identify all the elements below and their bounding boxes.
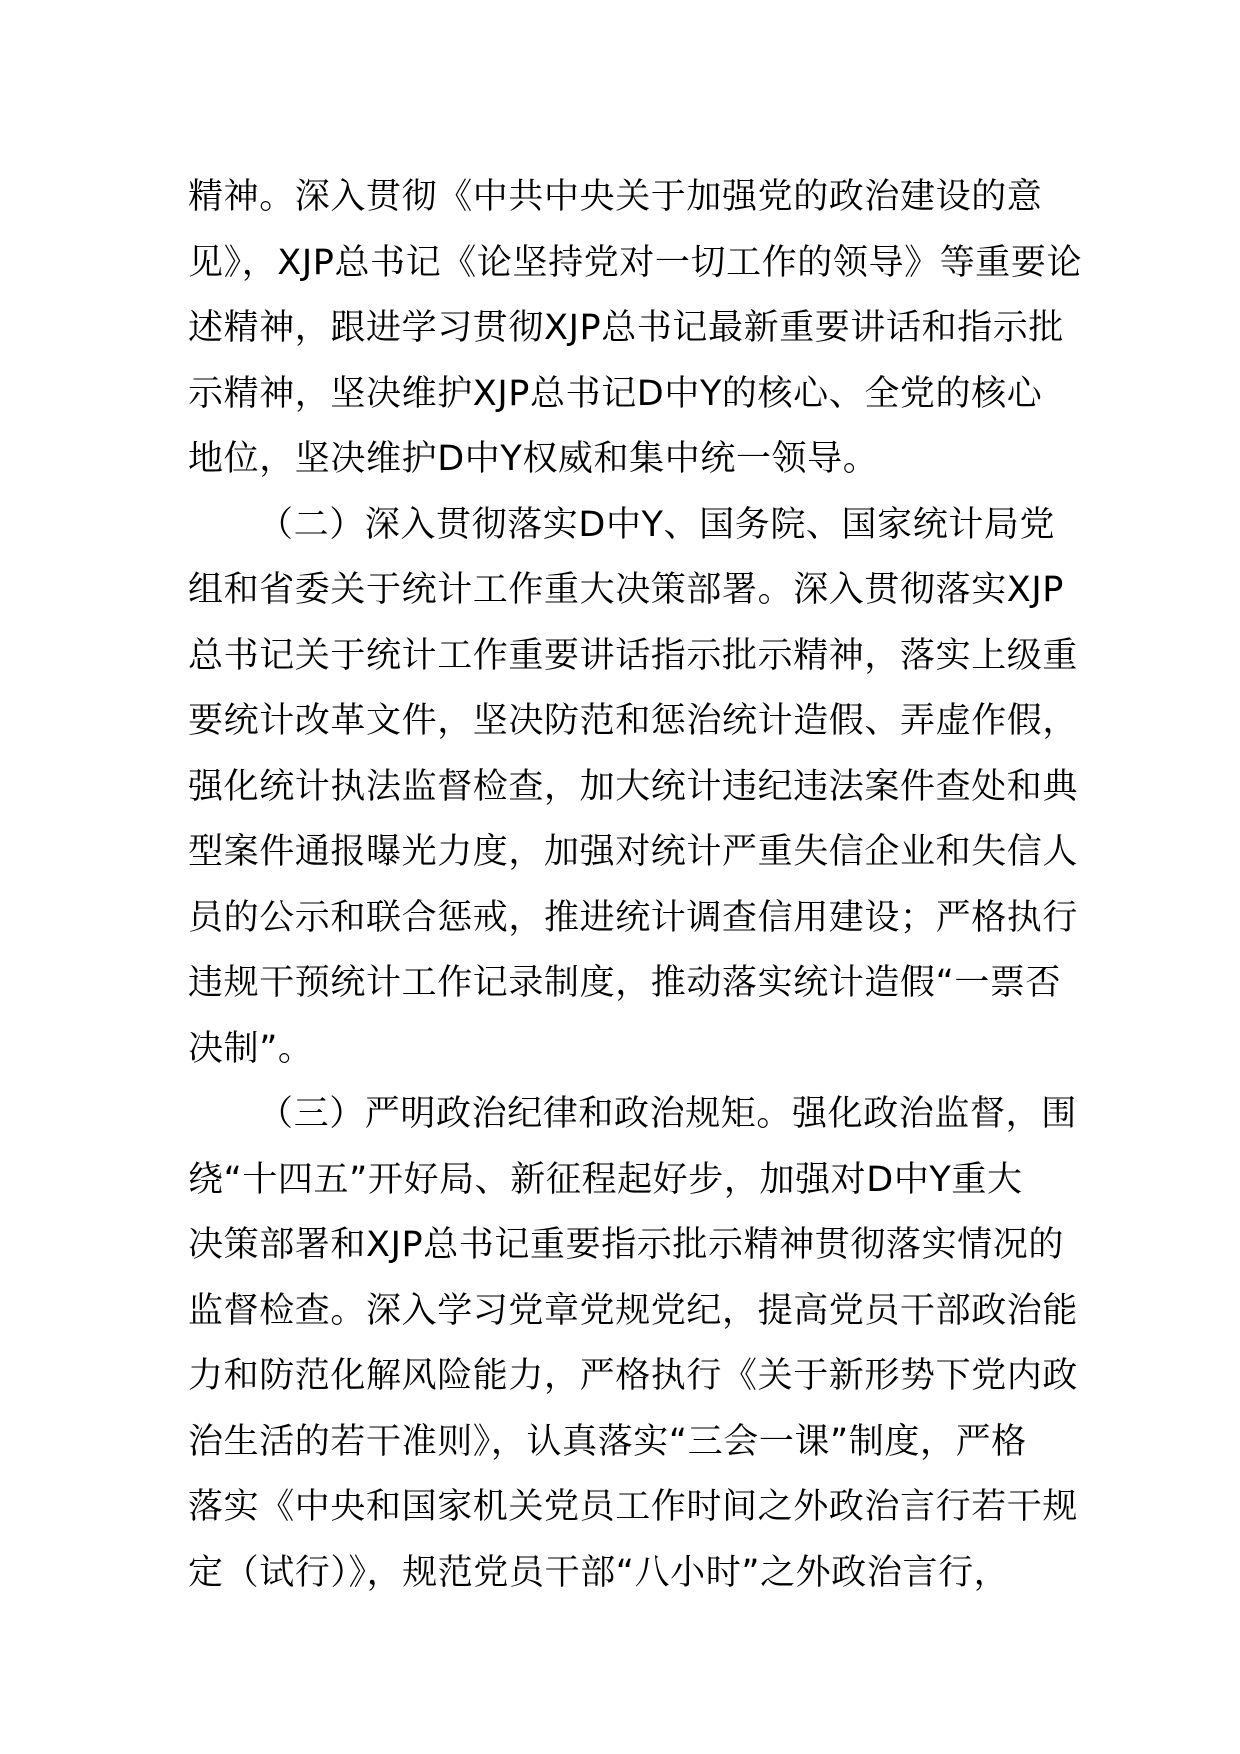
paragraph-2 [188, 493, 1079, 1083]
text-line: （三）严明政治纪律和政治规矩。强化政治监督，围 [258, 1094, 1077, 1134]
text-line: 地位，坚决维护D中Y权威和集中统一领导。 [188, 439, 879, 479]
text-line: 治生活的若干准则》，认真落实“三会一课”制度，严格 [188, 1421, 1027, 1462]
text-line: 决策部署和XJP总书记重要指示批示精神贯彻落实情况的 [188, 1225, 1065, 1265]
text-line: 见》，XJP总书记《论坚持党对一切工作的领导》等重要论 [188, 242, 1083, 283]
text-line: 决制”。 [188, 1028, 314, 1069]
text-line: 监督检查。深入学习党章党规党纪，提高党员干部政治能 [188, 1290, 1079, 1331]
text-line: （二）深入贯彻落实D中Y、国务院、国家统计局党 [258, 504, 1056, 545]
paragraph-3 [188, 1082, 1079, 1606]
text-line: 精神。深入贯彻《中共中央关于加强党的政治建设的意 [188, 177, 1043, 217]
text-line: 违规干预统计工作记录制度，推动落实统计造假“一票否 [188, 963, 1062, 1003]
paragraph-1 [188, 165, 1083, 493]
text-line: 落实《中央和国家机关党员工作时间之外政治言行若干规 [188, 1487, 1079, 1527]
text-line: 总书记关于统计工作重要讲话指示批示精神，落实上级重 [188, 635, 1079, 676]
text-line: 要统计改革文件，坚决防范和惩治统计造假、弄虚作假， [188, 701, 1079, 741]
text-line: 强化统计执法监督检查，加大统计违纪违法案件查处和典 [188, 766, 1079, 807]
text-line: 示精神，坚决维护XJP总书记D中Y的核心、全党的核心 [188, 373, 1043, 414]
text-line: 力和防范化解风险能力，严格执行《关于新形势下党内政 [188, 1356, 1079, 1396]
text-line: 型案件通报曝光力度，加强对统计严重失信企业和失信人 [188, 832, 1079, 872]
text-line: 员的公示和联合惩戒，推进统计调查信用建设；严格执行 [188, 897, 1079, 938]
text-line: 绕“十四五”开好局、新征程起好步，加强对D中Y重大 [188, 1159, 1023, 1200]
text-line: 述精神，跟进学习贯彻XJP总书记最新重要讲话和指示批 [188, 308, 1065, 348]
text-line: 定（试行）》，规范党员干部“八小时”之外政治言行， [188, 1552, 1010, 1593]
document-body [188, 165, 1083, 1606]
text-line: 组和省委关于统计工作重大决策部署。深入贯彻落实XJP [188, 570, 1065, 610]
